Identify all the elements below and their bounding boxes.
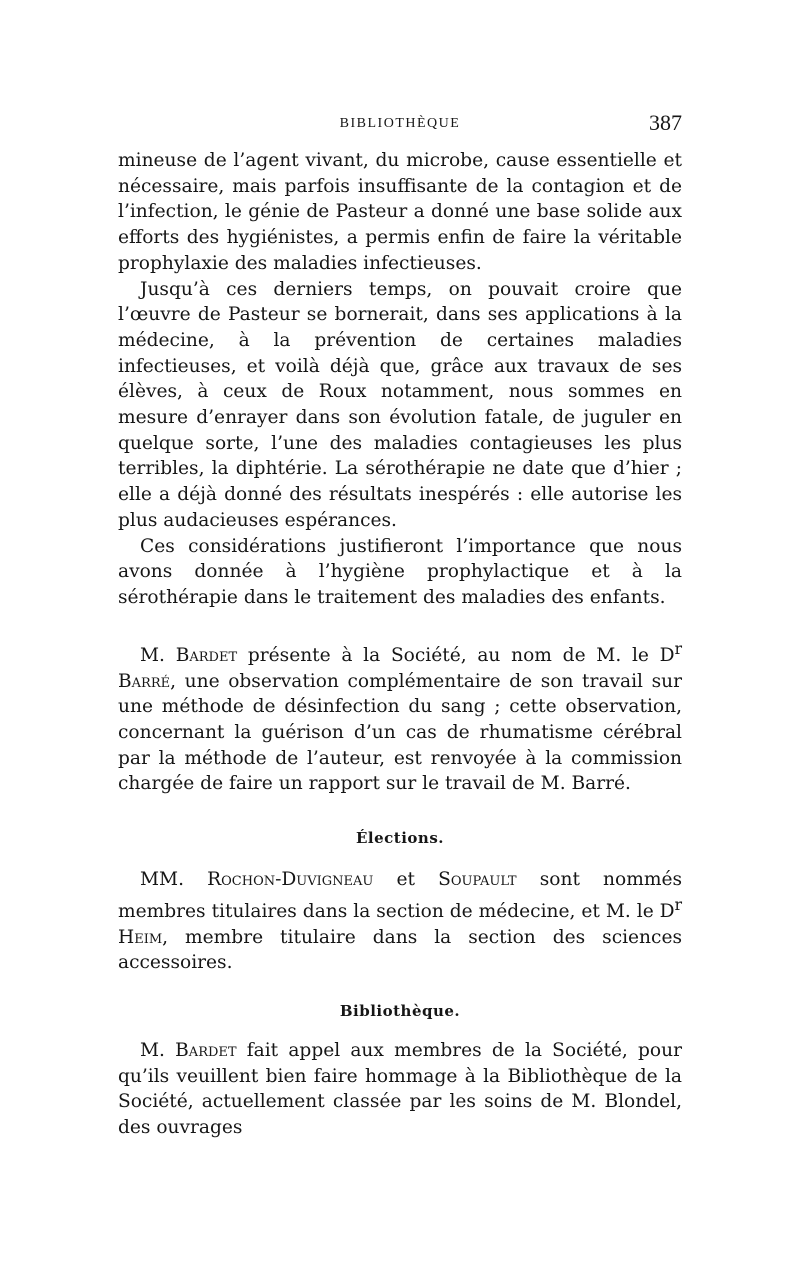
paragraph-4 xyxy=(118,637,682,797)
book-page xyxy=(118,108,682,1141)
bibliotheque-prefix: M. xyxy=(140,1040,176,1062)
bibliotheque-paragraph xyxy=(118,1038,682,1141)
paragraph-2: Jusqu’à ces derniers temps, on pouvait croire que l’œuvre de Pasteur se bornerait, dans ses applications à la médecine, à la prévention de certaines maladies infectieuses, et voilà déjà que, grâce aux travaux de ses élèves, à ceux de Roux notamment, nous sommes en mesure d’enrayer dans son évolution fatale, de juguler en quelque sorte, l’une des maladies contagieuses les plus terribles, la diphtérie. La sérothérapie ne date que d’hier ; elle a déjà donné des résultats inespérés : elle autorise les plus audacieuses espérances. xyxy=(118,278,682,531)
page-number: 387 xyxy=(649,110,682,135)
bibliotheque-rest: fait appel aux membres de la Société, pour qu’ils veuillent bien faire hommage à la Bibliothèque de la Société, actuellement classée par les soins de M. Blondel, des ouvrages xyxy=(118,1040,682,1139)
paragraph-4-prefix: M. xyxy=(140,644,176,666)
paragraph-1: mineuse de l’agent vivant, du microbe, cause essentielle et nécessaire, mais parfois insuffisante de la contagion et de l’infection, le génie de Pasteur a donné une base solide aux efforts des hygiénistes, a permis enfin de faire la véritable prophylaxie des maladies infectieuses. xyxy=(118,150,682,274)
person-name-rochon-duvigneau: Rochon-Duvigneau xyxy=(207,869,374,891)
paragraph-3: Ces considérations justifieront l’importance que nous avons donnée à l’hygiène prophylactique et à la sérothérapie dans le traitement des maladies des enfants. xyxy=(118,535,682,608)
elections-middle: sont nommés membres titulaires dans la section de médecine, et M. le D xyxy=(118,869,683,922)
elections-rest: , membre titulaire dans la section des sciences accessoires. xyxy=(118,926,682,974)
doctor-abbrev-sup: r xyxy=(674,639,682,658)
person-name-soupault: Soupault xyxy=(438,869,517,891)
elections-prefix: MM. xyxy=(140,869,208,891)
person-name-heim: Heim xyxy=(118,926,163,948)
person-name-barre: Barré xyxy=(118,670,171,692)
person-name-bardet: Bardet xyxy=(175,1040,237,1062)
elections-paragraph xyxy=(118,867,682,976)
elections-and: et xyxy=(373,869,439,891)
section-heading-bibliotheque: Bibliothèque. xyxy=(339,1002,461,1021)
paragraph-4-rest: , une observation complémentaire de son travail sur une méthode de désinfection du sang ; cette observation, concernant la guérison d’un cas de rhumatisme cérébral par la méthode de l’auteur, est renvoyée à la commission chargée de faire un rapport sur le travail de M. Barré. xyxy=(118,670,682,795)
paragraph-4-middle: présente à la Société, au nom de M. le D xyxy=(237,644,675,666)
running-head xyxy=(118,108,682,148)
doctor-abbrev-sup: r xyxy=(674,895,682,914)
person-name-bardet: Bardet xyxy=(175,644,238,666)
running-title: BIBLIOTHÈQUE xyxy=(339,116,461,131)
section-heading-elections: Élections. xyxy=(355,829,444,848)
